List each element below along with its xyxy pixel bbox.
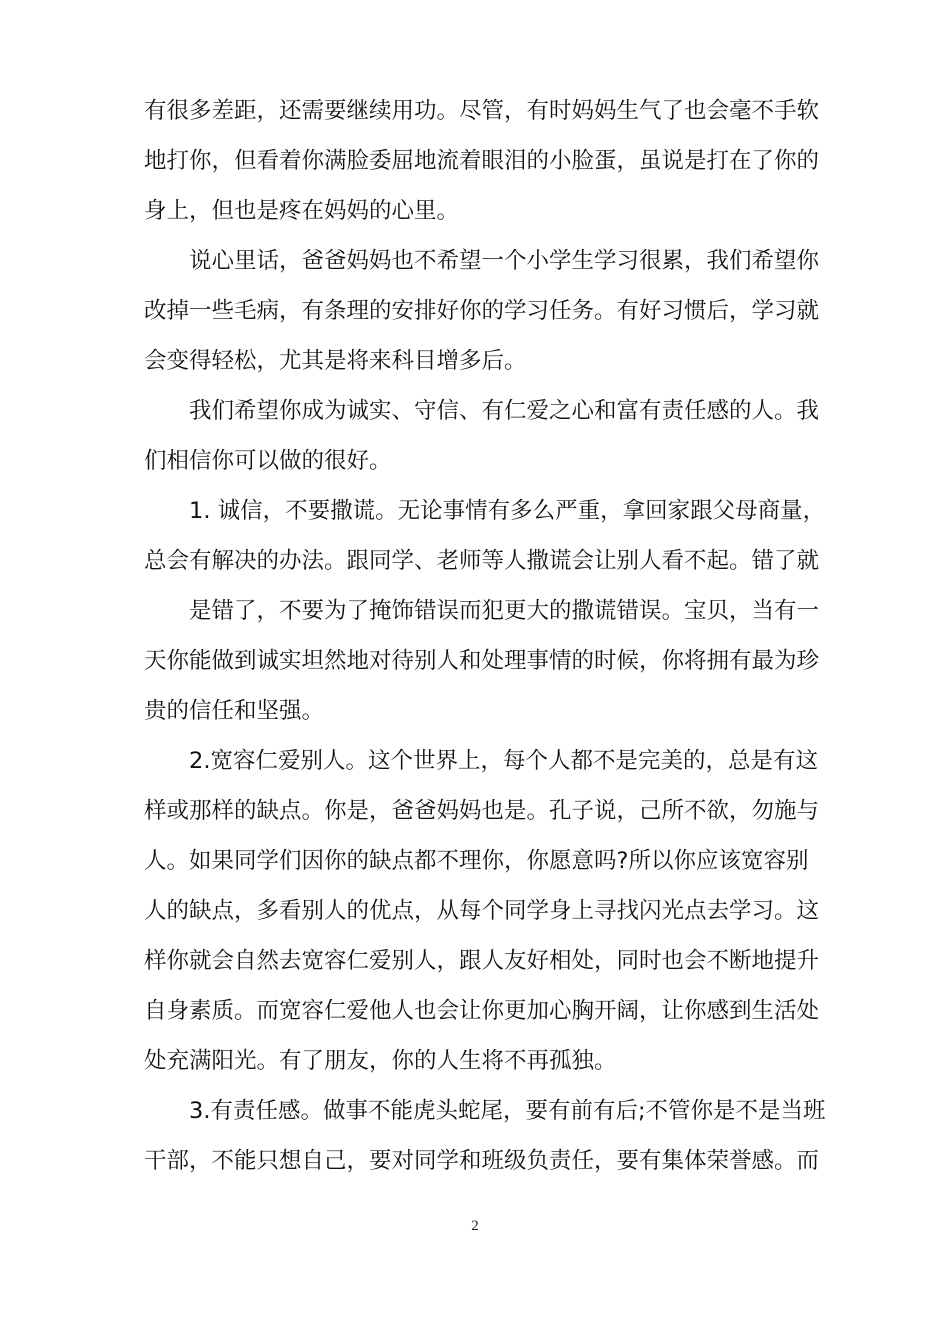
text-line: 总会有解决的办法。跟同学、老师等人撒谎会让别人看不起。错了就: [144, 548, 820, 574]
text-line: 们相信你可以做的很好。: [144, 448, 392, 474]
text-line: 3.有责任感。做事不能虎头蛇尾，要有前有后;不管你是不是当班: [189, 1098, 826, 1124]
text-line: 是错了，不要为了掩饰错误而犯更大的撒谎错误。宝贝，当有一: [189, 598, 820, 624]
text-line: 2.宽容仁爱别人。这个世界上，每个人都不是完美的，总是有这: [189, 748, 818, 774]
text-line: 改掉一些毛病，有条理的安排好你的学习任务。有好习惯后，学习就: [144, 298, 820, 324]
text-line: 会变得轻松，尤其是将来科目增多后。: [144, 348, 527, 374]
text-line: 人。如果同学们因你的缺点都不理你，你愿意吗?所以你应该宽容别: [144, 848, 809, 874]
text-line: 干部，不能只想自己，要对同学和班级负责任，要有集体荣誉感。而: [144, 1148, 820, 1174]
text-line: 样你就会自然去宽容仁爱别人，跟人友好相处，同时也会不断地提升: [144, 948, 820, 974]
text-line: 天你能做到诚实坦然地对待别人和处理事情的时候，你将拥有最为珍: [144, 648, 820, 674]
text-line: 贵的信任和坚强。: [144, 698, 325, 724]
text-line: 样或那样的缺点。你是，爸爸妈妈也是。孔子说，己所不欲，勿施与: [144, 798, 820, 824]
page-number: 2: [471, 1218, 479, 1234]
text-line: 我们希望你成为诚实、守信、有仁爱之心和富有责任感的人。我: [189, 398, 820, 424]
text-line: 说心里话，爸爸妈妈也不希望一个小学生学习很累，我们希望你: [189, 248, 820, 274]
text-line: 处充满阳光。有了朋友，你的人生将不再孤独。: [144, 1048, 617, 1074]
text-line: 有很多差距，还需要继续用功。尽管，有时妈妈生气了也会毫不手软: [144, 98, 820, 124]
text-line: 人的缺点，多看别人的优点，从每个同学身上寻找闪光点去学习。这: [144, 898, 820, 924]
text-line: 自身素质。而宽容仁爱他人也会让你更加心胸开阔，让你感到生活处: [144, 998, 820, 1024]
text-line: 地打你，但看着你满脸委屈地流着眼泪的小脸蛋，虽说是打在了你的: [144, 148, 820, 174]
text-line: 身上，但也是疼在妈妈的心里。: [144, 198, 460, 224]
text-line: 1. 诚信，不要撒谎。无论事情有多么严重，拿回家跟父母商量，: [189, 498, 826, 524]
